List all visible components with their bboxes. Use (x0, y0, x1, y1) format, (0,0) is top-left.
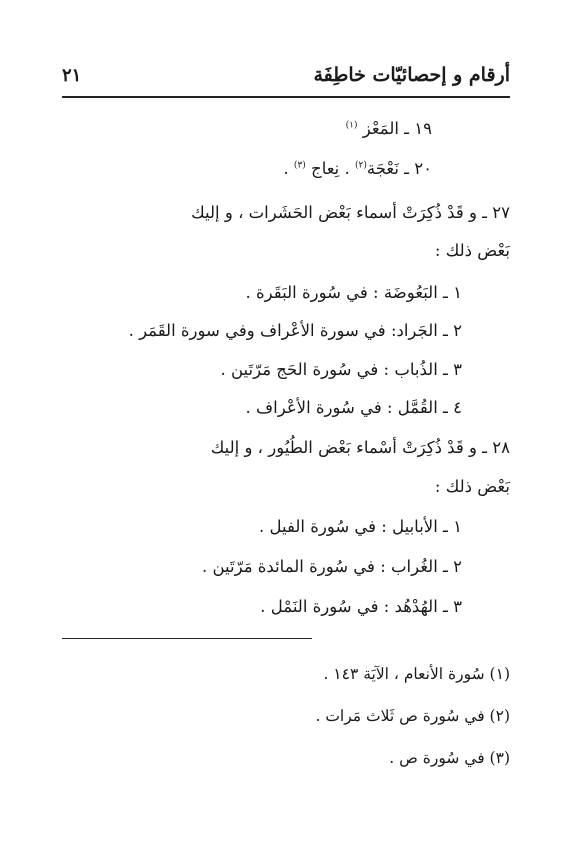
paragraph-line: بَعْض ذلك : (434, 241, 510, 260)
paragraph-line: ٢٨ ـ و قَدْ ذُكِرَتْ أسْماء بَعْض الطُيُور ، و إليك (210, 438, 510, 457)
list-item: ٢ ـ الجَراد: في سورة الأعْراف وفي سورة القَمَر . (128, 321, 462, 340)
paragraph-line: ٢٧ ـ و قَدْ ذُكِرَتْ أسماء بَعْض الحَشَرات ، و إليك (191, 203, 510, 222)
list-item: ٢ ـ الغُراب : في سُورة المائدة مَرّتَين . (201, 557, 462, 576)
footnote: (١) سُورة الأنعام ، الآيَة ١٤٣ . (323, 665, 510, 683)
page-header (62, 58, 510, 92)
item-text: ٢٠ ـ نَعْجَة (366, 159, 432, 178)
footnote: (٣) في سُورة ص . (389, 749, 510, 767)
footnote-rule (62, 638, 312, 639)
list-item: ١ ـ الأبابيل : في سُورة الفيل . (259, 517, 462, 536)
list-item: ٤ ـ القُمَّل : في سُورة الأعْراف . (245, 398, 462, 417)
page-number: ٢١ (62, 64, 82, 86)
footnote-ref: (٣) (293, 160, 306, 171)
header-rule (62, 96, 510, 98)
list-item: ١ ـ البَعُوضَة : في سُورة البَقَرة . (245, 283, 462, 302)
footnote-ref: (٢) (355, 160, 367, 171)
running-title: أرقام و إحصائيّات خاطِفَة (313, 64, 510, 86)
item-text: . نِعاج (305, 159, 356, 178)
list-item (346, 118, 432, 139)
footnote-ref: (١) (345, 120, 358, 131)
paragraph-line: بَعْض ذلك : (434, 477, 510, 496)
footnote: (٢) في سُورة ص ثَلاث مَرات . (315, 707, 510, 725)
item-text: ١٩ ـ المَعْز (357, 119, 432, 138)
list-item: ٣ ـ الذُباب : في سُورة الحَج مَرّتَين . (220, 360, 462, 379)
item-text: . (283, 159, 294, 178)
list-item: ٣ ـ الهُدْهُد : في سُورة النَمْل . (260, 597, 462, 616)
list-item (283, 158, 432, 179)
